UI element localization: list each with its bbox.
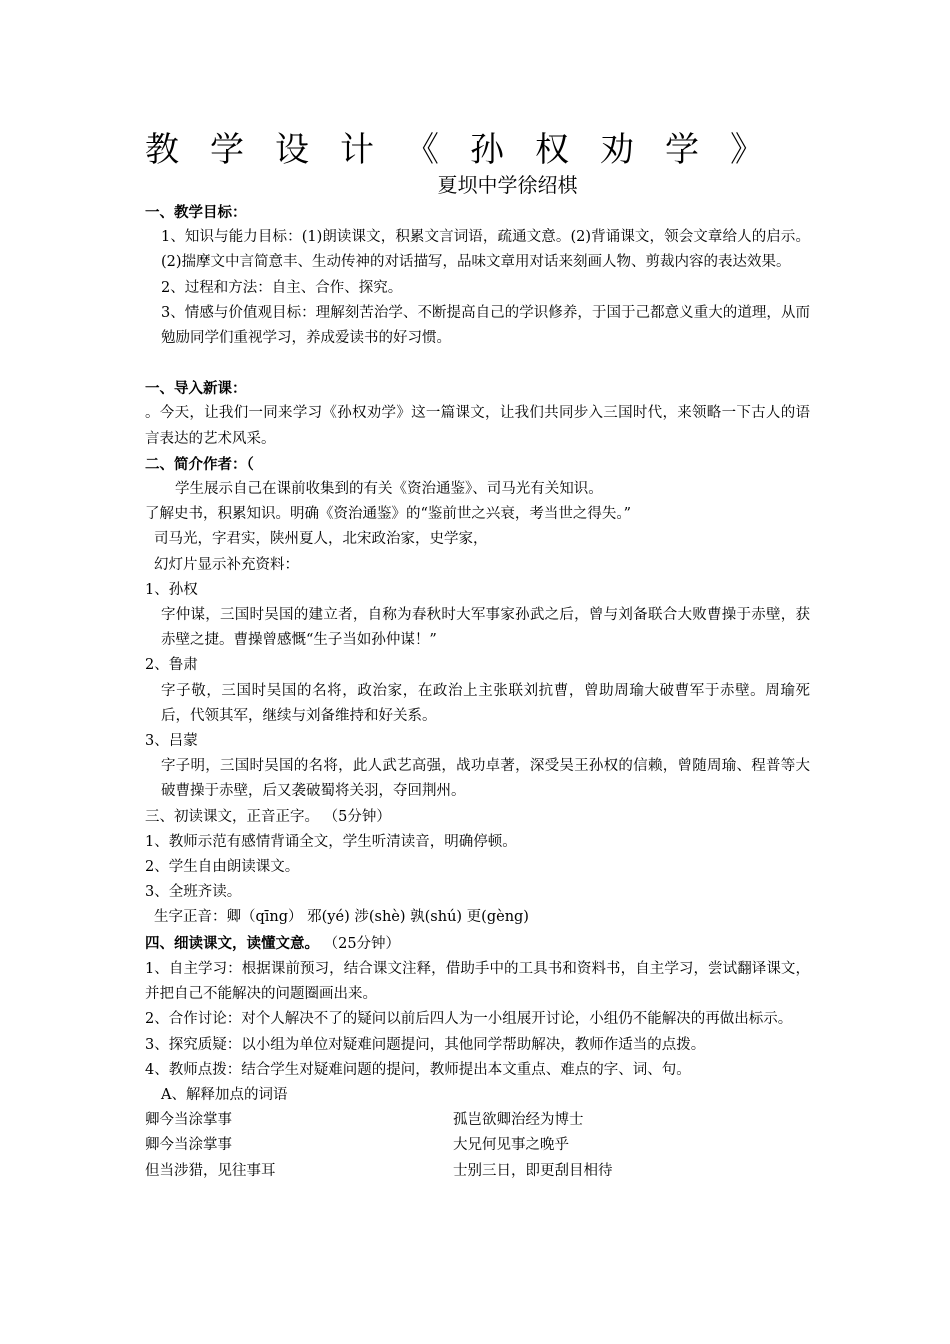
goals-heading: 一、教学目标： xyxy=(145,204,247,221)
author-paragraph-2: 了解史书，积累知识。明确《资治通鉴》的“鉴前世之兴衰，考当世之得失。” xyxy=(145,506,632,523)
person-3-name: 3、吕蒙 xyxy=(145,733,198,750)
document-title: 教学设计《孙权劝学》 xyxy=(145,130,795,170)
word-item: 卿今当涂掌事 xyxy=(145,1112,232,1129)
author-paragraph-3: 司马光，字君实，陕州夏人，北宋政治家，史学家， xyxy=(154,531,488,548)
word-item: 士别三日，即更刮目相待 xyxy=(453,1162,613,1179)
word-item: 孤岂欲卿治经为博士 xyxy=(453,1112,584,1129)
goal-1: 1、知识与能力目标：(1)朗读课文，积累文言词语，疏通文意。(2)背诵课文，领会文章给人的启示。(2)揣摩文中言简意丰、生动传神的对话描写，品味文章用对话来刻画人物、剪裁内容的表达效果。 xyxy=(161,229,810,271)
detail-time: （25分钟） xyxy=(319,935,401,952)
document-page xyxy=(145,128,810,1184)
read-heading: 三、初读课文，正音正字。 （5分钟） xyxy=(145,808,391,825)
detail-step-3: 3、探究质疑：以小组为单位对疑难问题提问，其他同学帮助解决，教师作适当的点拨。 xyxy=(145,1036,706,1053)
person-2-text: 字子敬，三国时吴国的名将，政治家，在政治上主张联刘抗曹，曾助周瑜大破曹军于赤壁。周瑜死后，代领其军，继续与刘备维持和好关系。 xyxy=(161,682,810,724)
detail-step-1: 1、自主学习：根据课前预习，结合课文注释，借助手中的工具书和资料书，自主学习，尝试翻译课文，并把自己不能解决的问题圈画出来。 xyxy=(145,960,810,1003)
read-step-1: 1、教师示范有感情背诵全文，学生听清读音，明确停顿。 xyxy=(145,833,517,850)
read-step-2: 2、学生自由朗读课文。 xyxy=(145,859,300,876)
person-1-text: 字仲谋，三国时吴国的建立者，自称为春秋时大军事家孙武之后，曾与刘备联合大败曹操于赤壁，获赤壁之捷。曹操曾感慨“生子当如孙仲谋！” xyxy=(161,607,810,649)
person-1-name: 1、孙权 xyxy=(145,581,198,598)
words-row xyxy=(145,1108,810,1133)
author-paragraph-4: 幻灯片显示补充资料： xyxy=(154,556,299,573)
pinyin-line: 生字正音：卿（qīng） 邪(yé) 涉(shè) 孰(shú) 更(gèng) xyxy=(154,909,529,926)
goal-3: 3、情感与价值观目标：理解刻苦治学、不断提高自己的学识修养，于国于己都意义重大的道理，从而勉励同学们重视学习，养成爱读书的好习惯。 xyxy=(161,304,810,347)
words-heading: A、解释加点的词语 xyxy=(161,1086,288,1103)
word-item: 大兄何见事之晚乎 xyxy=(453,1137,569,1154)
spacer xyxy=(145,351,810,376)
words-row xyxy=(145,1159,810,1184)
detail-heading-line xyxy=(145,931,810,957)
detail-heading: 四、细读课文，读懂文意。 xyxy=(145,934,319,952)
words-table xyxy=(145,1108,810,1184)
person-2-name: 2、鲁肃 xyxy=(145,657,198,674)
intro-heading: 一、导入新课： xyxy=(145,380,247,398)
person-3-text: 字子明，三国时吴国的名将，此人武艺高强，战功卓著，深受吴王孙权的信赖，曾随周瑜、程普等大破曹操于赤壁，后又袭破蜀将关羽，夺回荆州。 xyxy=(161,758,810,800)
author-paragraph-1: 学生展示自己在课前收集到的有关《资治通鉴》、司马光有关知识。 xyxy=(175,481,603,498)
intro-text: 。今天，让我们一同来学习《孙权劝学》这一篇课文，让我们共同步入三国时代，来领略一下古人的语言表达的艺术风采。 xyxy=(145,405,810,447)
detail-step-2: 2、合作讨论：对个人解决不了的疑问以前后四人为一小组展开讨论，小组仍不能解决的再做出标示。 xyxy=(145,1011,793,1028)
goal-2: 2、过程和方法：自主、合作、探究。 xyxy=(161,279,403,296)
words-row xyxy=(145,1133,810,1158)
read-step-3: 3、全班齐读。 xyxy=(145,884,242,901)
word-item: 卿今当涂掌事 xyxy=(145,1137,232,1154)
author-line: 夏坝中学徐绍棋 xyxy=(437,173,578,197)
detail-step-4: 4、教师点拨：结合学生对疑难问题的提问，教师提出本文重点、难点的字、词、句。 xyxy=(145,1061,691,1078)
word-item: 但当涉猎，见往事耳 xyxy=(145,1162,276,1179)
author-heading: 二、简介作者：（ xyxy=(145,455,254,473)
